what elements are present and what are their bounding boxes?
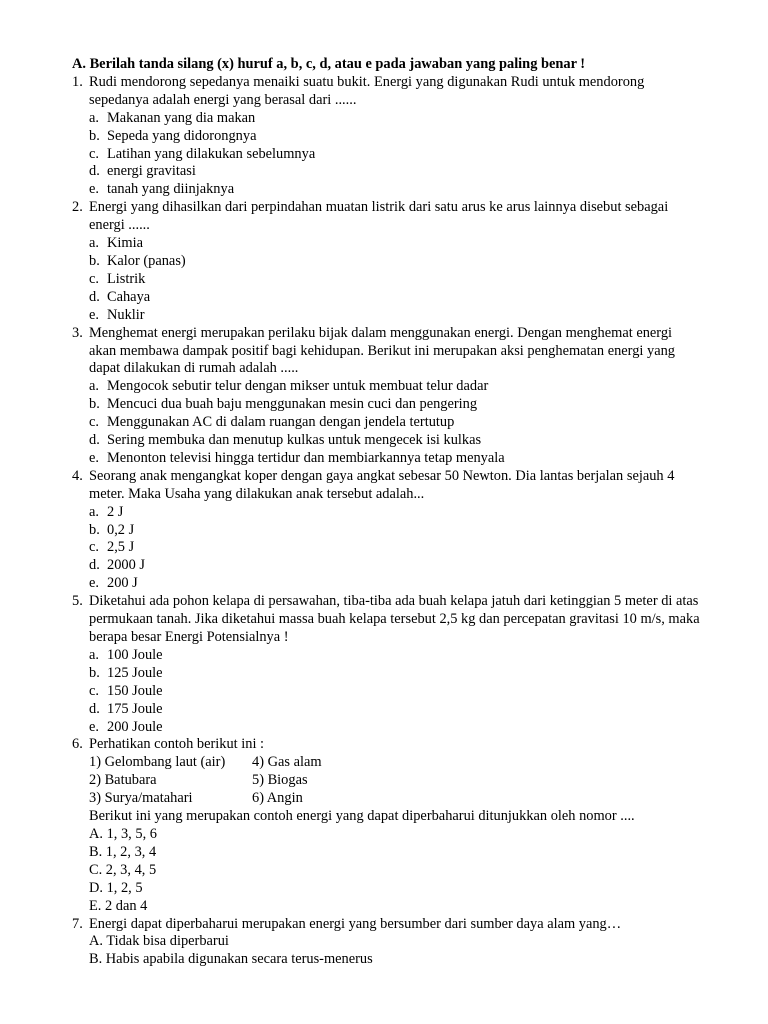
question-6 [0, 736, 768, 915]
question-number: 7. [72, 915, 83, 932]
option-b[interactable]: b. Sepeda yang didorongnya [89, 127, 257, 144]
question-2 [0, 199, 768, 324]
option-e[interactable]: e. Nuklir [89, 306, 145, 323]
option-a[interactable]: a. Makanan yang dia makan [89, 109, 256, 126]
question-3 [0, 325, 768, 468]
question-text: Diketahui ada pohon kelapa di persawahan, tiba-tiba ada buah kelapa jatuh dari ketinggian 5 meter di atas permukaan tanah. Jika diketahui massa buah kelapa tersebut 2,5 kg dan percepatan gravitasi 10 m/s, maka berapa besar Energi Potensialnya ! [89, 593, 700, 645]
option-c[interactable]: c. Listrik [89, 270, 146, 287]
question-4 [0, 468, 768, 593]
question-number: 1. [72, 73, 83, 90]
example-row: 1) Gelombang laut (air) 4) Gas alam [89, 754, 322, 771]
question-text: Energi yang dihasilkan dari perpindahan muatan listrik dari satu arus ke arus lainnya disebut sebagai energi ...... [89, 199, 669, 234]
option-d[interactable]: d. 2000 J [89, 557, 145, 574]
question-5 [0, 593, 768, 736]
option-d[interactable]: d. Cahaya [89, 288, 151, 305]
option-b[interactable]: b. 0,2 J [89, 521, 135, 538]
option-a[interactable]: a. 100 Joule [89, 646, 163, 663]
question-7 [0, 916, 768, 970]
option-b[interactable]: b. Mencuci dua buah baju menggunakan mesin cuci dan pengering [89, 396, 478, 413]
option-e[interactable]: e. tanah yang diinjaknya [89, 181, 235, 198]
option-a[interactable]: a. Kimia [89, 235, 143, 252]
option-c[interactable]: c. Menggunakan AC di dalam ruangan dengan jendela tertutup [89, 414, 455, 431]
option-a[interactable]: A. 1, 3, 5, 6 [89, 825, 157, 842]
option-c[interactable]: C. 2, 3, 4, 5 [89, 861, 157, 878]
question-number: 2. [72, 199, 83, 216]
question-text: Rudi mendorong sepedanya menaiki suatu bukit. Energi yang digunakan Rudi untuk mendorong sepedanya adalah energi yang berasal dari ...... [89, 73, 645, 108]
option-d[interactable]: D. 1, 2, 5 [89, 879, 143, 896]
option-b[interactable]: B. Habis apabila digunakan secara terus-menerus [89, 951, 373, 968]
question-number: 5. [72, 593, 83, 610]
option-b[interactable]: b. Kalor (panas) [89, 252, 186, 269]
option-e[interactable]: E. 2 dan 4 [89, 897, 148, 914]
option-a[interactable]: a. Mengocok sebutir telur dengan mikser untuk membuat telur dadar [89, 378, 489, 395]
example-row: 2) Batubara 5) Biogas [89, 772, 308, 789]
option-a[interactable]: a. 2 J [89, 503, 124, 520]
question-text: Energi dapat diperbaharui merupakan energi yang bersumber dari sumber daya alam yang… [89, 915, 622, 932]
question-1 [0, 74, 768, 199]
option-c[interactable]: c. 150 Joule [89, 682, 163, 699]
question-intro: Perhatikan contoh berikut ini : [89, 736, 265, 753]
option-d[interactable]: d. 175 Joule [89, 700, 163, 717]
example-row: 3) Surya/matahari 6) Angin [89, 790, 303, 807]
question-number: 4. [72, 467, 83, 484]
option-d[interactable]: d. Sering membuka dan menutup kulkas untuk mengecek isi kulkas [89, 432, 482, 449]
question-text: Seorang anak mengangkat koper dengan gaya angkat sebesar 50 Newton. Dia lantas berjalan sejauh 4 meter. Maka Usaha yang dilakukan anak tersebut adalah... [89, 467, 675, 502]
question-number: 3. [72, 324, 83, 341]
option-a[interactable]: A. Tidak bisa diperbarui [89, 933, 229, 950]
option-b[interactable]: b. 125 Joule [89, 664, 163, 681]
option-e[interactable]: e. Menonton televisi hingga tertidur dan membiarkannya tetap menyala [89, 449, 505, 466]
question-number: 6. [72, 736, 83, 753]
question-text: Menghemat energi merupakan perilaku bijak dalam menggunakan energi. Dengan menghemat energi akan membawa dampak positif bagi kehidupan. Berikut ini merupakan aksi penghematan energi yang dapat dilakukan di rumah adalah ..... [89, 324, 675, 377]
question-text: Berikut ini yang merupakan contoh energi yang dapat diperbaharui ditunjukkan oleh nomor .... [89, 808, 635, 825]
option-b[interactable]: B. 1, 2, 3, 4 [89, 843, 157, 860]
option-e[interactable]: e. 200 J [89, 575, 138, 592]
option-c[interactable]: c. 2,5 J [89, 539, 135, 556]
option-e[interactable]: e. 200 Joule [89, 718, 163, 735]
option-c[interactable]: c. Latihan yang dilakukan sebelumnya [89, 145, 316, 162]
section-heading: A. Berilah tanda silang (x) huruf a, b, c, d, atau e pada jawaban yang paling benar ! [72, 56, 586, 72]
option-d[interactable]: d. energi gravitasi [89, 163, 196, 180]
